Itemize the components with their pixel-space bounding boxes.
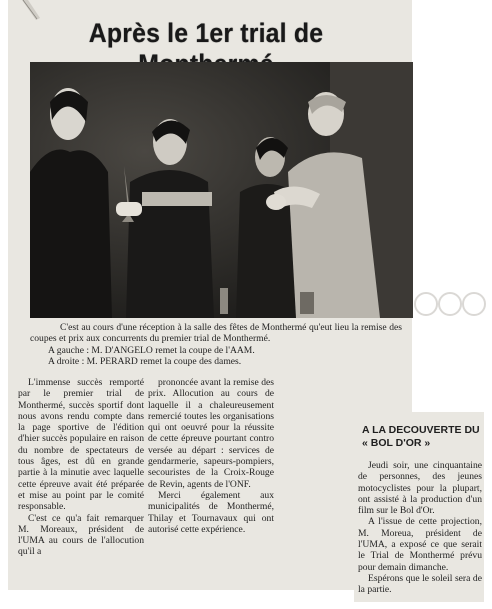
paragraph: prononcée avant la remise des prix. Allocution au cours de laquelle il a chaleureusement remercié toutes les organisations qui ont oeuvré pour la réussite de cette épreuve pourtant contro versée au départ : services de gendarmerie, sapeurs-pompiers, secouristes de la Croix-Rouge de Revin, agents de l'ONF. [148, 377, 274, 490]
paragraph: C'est ce qu'a fait remarquer M. Moreaux, président de l'UMA au cours de l'allocution qu'il a [18, 512, 144, 558]
article-column-1 [18, 377, 144, 558]
photo-caption [30, 322, 402, 368]
caption-left: A gauche : M. D'ANGELO remet la coupe de l'AAM. [48, 344, 255, 356]
paragraph: L'immense succès remporté par le premier trial de Monthermé, succès sportif dont nous avons rendu compte dans la page sportive de l'édition d'hier succès populaire en raison du nombre de spectateurs de tous âges, est dû en grande partie à la minutie avec laquelle cette épreuve avait été préparée et mise au point par le comité responsable. [18, 377, 144, 513]
paragraph: Espérons que le soleil sera de la partie. [358, 572, 482, 596]
paragraph: Jeudi soir, une cinquantaine de personnes, des jeunes motocyclistes pour la plupart, ont assisté à la production d'un film sur le Bol d'Or. [358, 460, 482, 517]
watermark-stamp-icon [412, 289, 490, 319]
torn-corner-mark [20, 0, 42, 20]
sidebar-article [354, 412, 484, 602]
article-column-2 [148, 377, 274, 535]
ceremony-photo [30, 62, 413, 318]
paragraph: A l'issue de cette projection, M. Moreua, président de l'UMA, a exposé ce que serait le Trial de Monthermé prévu pour demain dimanche. [358, 516, 482, 573]
paragraph: Merci également aux municipalités de Monthermé, Thilay et Tournavaux qui ont autorisé cette expérience. [148, 489, 274, 535]
sidebar-title: A LA DECOUVERTE DU « BOL D'OR » [362, 424, 480, 449]
sidebar-body [358, 460, 482, 596]
headline: Après le 1er trial de [88, 18, 324, 48]
caption-right: A droite : M. PERARD remet la coupe des dames. [48, 356, 242, 368]
caption-text: C'est au cours d'une réception à la salle des fêtes de Monthermé qu'eut lieu la remise des coupes et prix aux concurrents du premier trial de Monthermé. [30, 322, 402, 345]
